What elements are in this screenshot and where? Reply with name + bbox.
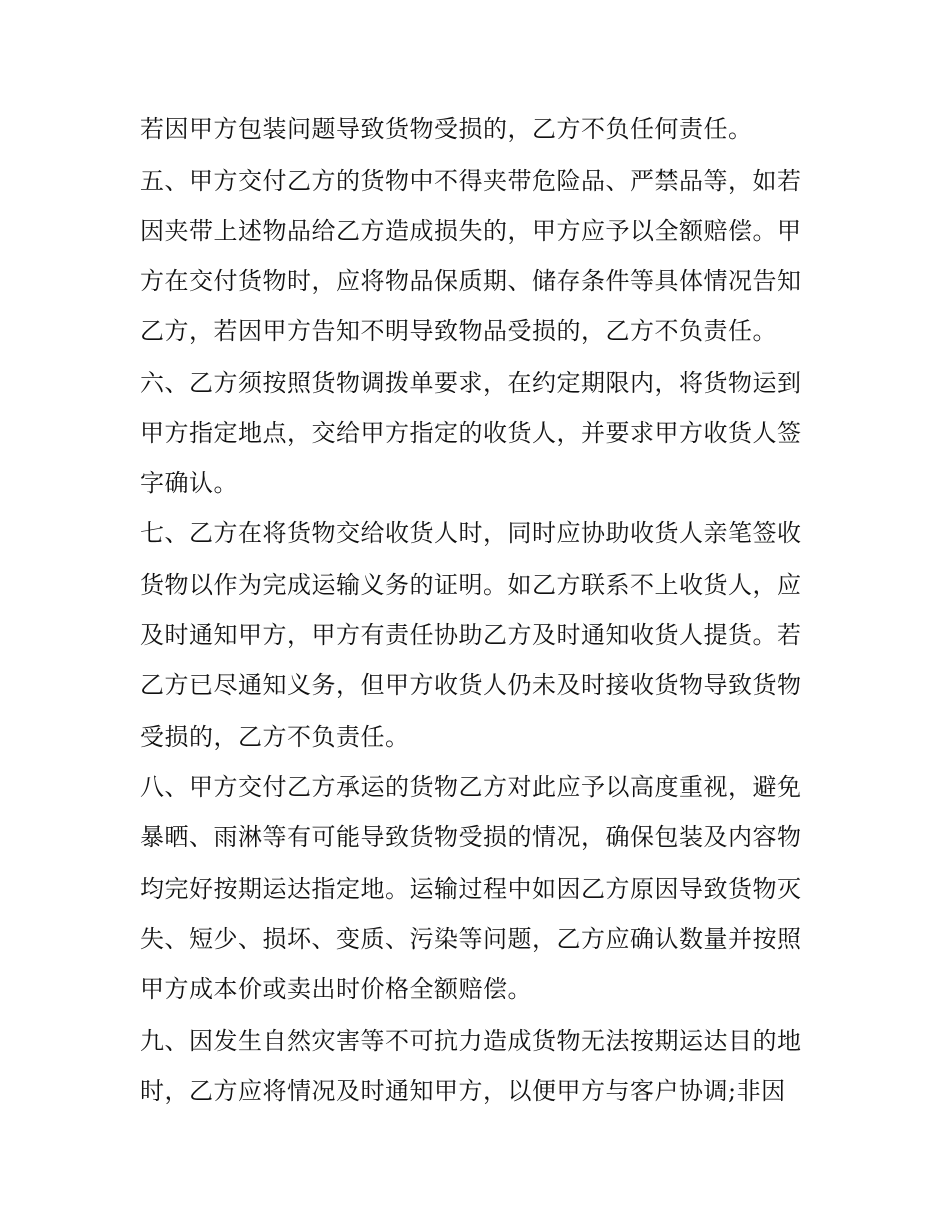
text-line: 乙方，若因甲方告知不明导致物品受损的，乙方不负责任。 bbox=[140, 317, 777, 345]
text-line: 若因甲方包装问题导致货物受损的，乙方不负任何责任。 bbox=[140, 115, 753, 143]
text-line: 九、因发生自然灾害等不可抗力造成货物无法按期运达目的地 bbox=[140, 1027, 802, 1055]
text-line: 失、短少、损坏、变质、污染等问题，乙方应确认数量并按照 bbox=[140, 925, 802, 953]
text-line: 甲方指定地点，交给甲方指定的收货人，并要求甲方收货人签 bbox=[140, 419, 802, 447]
text-line: 乙方已尽通知义务，但甲方收货人仍未及时接收货物导致货物 bbox=[140, 671, 802, 699]
text-line: 七、乙方在将货物交给收货人时，同时应协助收货人亲笔签收 bbox=[140, 519, 802, 547]
text-line: 货物以作为完成运输义务的证明。如乙方联系不上收货人，应 bbox=[140, 571, 802, 599]
text-line: 受损的，乙方不负责任。 bbox=[140, 723, 410, 751]
text-line: 五、甲方交付乙方的货物中不得夹带危险品、严禁品等，如若 bbox=[140, 167, 802, 195]
text-line: 方在交付货物时，应将物品保质期、储存条件等具体情况告知 bbox=[140, 267, 802, 295]
text-line: 因夹带上述物品给乙方造成损失的，甲方应予以全额赔偿。甲 bbox=[140, 217, 802, 245]
text-line: 六、乙方须按照货物调拨单要求，在约定期限内，将货物运到 bbox=[140, 369, 802, 397]
text-line: 均完好按期运达指定地。运输过程中如因乙方原因导致货物灭 bbox=[140, 875, 802, 903]
text-line: 甲方成本价或卖出时价格全额赔偿。 bbox=[140, 975, 532, 1003]
text-line: 及时通知甲方，甲方有责任协助乙方及时通知收货人提货。若 bbox=[140, 621, 802, 649]
text-line: 暴晒、雨淋等有可能导致货物受损的情况，确保包装及内容物 bbox=[140, 823, 802, 851]
text-line: 八、甲方交付乙方承运的货物乙方对此应予以高度重视，避免 bbox=[140, 773, 802, 801]
text-line: 时，乙方应将情况及时通知甲方，以便甲方与客户协调;非因 bbox=[140, 1077, 786, 1105]
text-line: 字确认。 bbox=[140, 469, 238, 497]
